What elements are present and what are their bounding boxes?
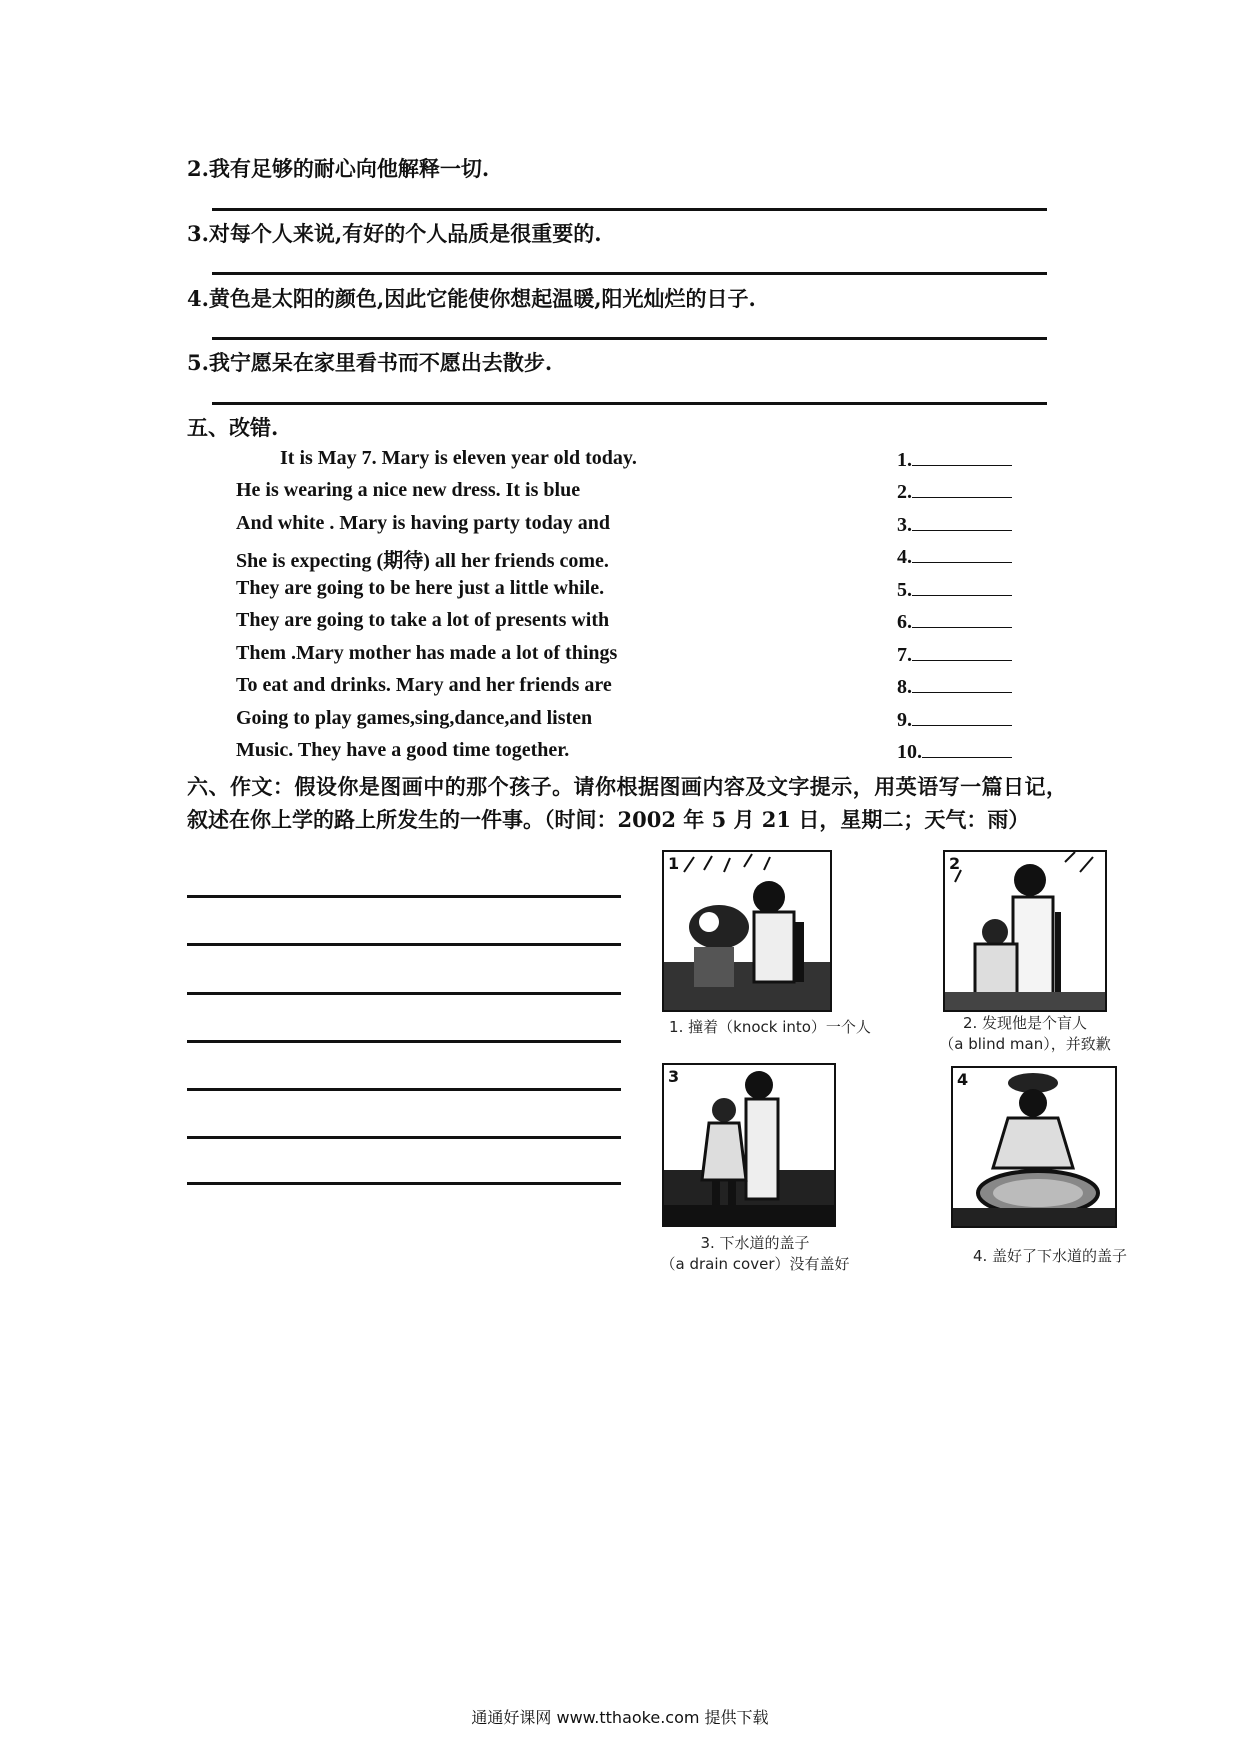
answer-blank[interactable] <box>897 642 1012 667</box>
picture-1-illustration <box>662 850 832 1012</box>
answer-blank[interactable] <box>897 707 1012 732</box>
passage-line: Going to play games,sing,dance,and listen <box>236 707 593 729</box>
blank-line[interactable] <box>912 479 1012 498</box>
picture-number: 3 <box>668 1067 680 1086</box>
picture-2-drawing <box>945 852 1105 1010</box>
caption-line: （a drain cover）没有盖好 <box>660 1255 850 1273</box>
passage-line: Music. They have a good time together. <box>236 739 570 761</box>
writing-line[interactable] <box>187 895 621 898</box>
answer-blank[interactable] <box>897 739 1012 764</box>
translation-item-5: 5.我宁愿呆在家里看书而不愿出去散步. <box>187 350 553 375</box>
answer-number: 7. <box>897 644 912 666</box>
picture-3-drawing <box>664 1065 834 1225</box>
blank-line[interactable] <box>912 642 1012 661</box>
writing-line[interactable] <box>187 1182 621 1185</box>
answer-blank[interactable] <box>897 577 1012 602</box>
writing-line[interactable] <box>187 1136 621 1139</box>
caption-line: 1. 撞着（knock into）一个人 <box>669 1018 871 1036</box>
blank-line[interactable] <box>912 577 1012 596</box>
passage-line: He is wearing a nice new dress. It is blue <box>236 479 581 501</box>
writing-line[interactable] <box>187 1088 621 1091</box>
blank-line[interactable] <box>912 609 1012 628</box>
caption-line: 3. 下水道的盖子 <box>700 1234 810 1252</box>
answer-blank[interactable] <box>897 544 1012 569</box>
passage-line: They are going to be here just a little while. <box>236 577 605 599</box>
answer-line-2 <box>212 208 1047 211</box>
passage-line: Them .Mary mother has made a lot of things <box>236 642 618 664</box>
picture-4-drawing <box>953 1068 1115 1226</box>
passage-line: To eat and drinks. Mary and her friends are <box>236 674 612 696</box>
answer-number: 5. <box>897 579 912 601</box>
picture-3-caption <box>645 1232 865 1274</box>
essay-prompt: 六、作文：假设你是图画中的那个孩子。请你根据图画内容及文字提示，用英语写一篇日记，叙述在你上学的路上所发生的一件事。（时间：2002 年 5 月 21 日，星期二；天气：雨） <box>187 774 1067 832</box>
answer-number: 10. <box>897 741 922 763</box>
answer-blank[interactable] <box>897 447 1012 472</box>
translation-item-3: 3.对每个人来说,有好的个人品质是很重要的. <box>187 221 602 246</box>
picture-4-illustration <box>951 1066 1117 1228</box>
answer-line-3 <box>212 272 1047 275</box>
caption-line: 4. 盖好了下水道的盖子 <box>972 1247 1128 1265</box>
picture-number: 4 <box>957 1070 969 1089</box>
blank-line[interactable] <box>912 707 1012 726</box>
passage-line: It is May 7. Mary is eleven year old today. <box>280 447 637 469</box>
answer-line-4 <box>212 337 1047 340</box>
answer-blank[interactable] <box>897 609 1012 634</box>
picture-4-caption <box>935 1245 1165 1266</box>
caption-line: 2. 发现他是个盲人 <box>962 1014 1088 1032</box>
caption-line: （a blind man），并致歉 <box>939 1035 1111 1053</box>
blank-line[interactable] <box>912 512 1012 531</box>
writing-line[interactable] <box>187 1040 621 1043</box>
picture-2-illustration <box>943 850 1107 1012</box>
blank-line[interactable] <box>912 674 1012 693</box>
answer-blank[interactable] <box>897 512 1012 537</box>
answer-blank[interactable] <box>897 674 1012 699</box>
answer-blank[interactable] <box>897 479 1012 504</box>
blank-line[interactable] <box>912 447 1012 466</box>
picture-number: 2 <box>949 854 961 873</box>
blank-line[interactable] <box>912 544 1012 563</box>
answer-number: 8. <box>897 676 912 698</box>
page-footer: 通通好课网 www.tthaoke.com 提供下载 <box>471 1708 769 1727</box>
writing-line[interactable] <box>187 943 621 946</box>
blank-line[interactable] <box>922 739 1012 758</box>
picture-1-drawing <box>664 852 830 1010</box>
section-title-correction: 五、改错. <box>187 415 279 440</box>
answer-number: 2. <box>897 481 912 503</box>
answer-number: 1. <box>897 449 912 471</box>
picture-3-illustration <box>662 1063 836 1227</box>
passage-line: And white . Mary is having party today and <box>236 512 610 534</box>
translation-item-4: 4.黄色是太阳的颜色,因此它能使你想起温暖,阳光灿烂的日子. <box>187 286 756 311</box>
passage-line: They are going to take a lot of presents with <box>236 609 610 631</box>
picture-number: 1 <box>668 854 680 873</box>
picture-2-caption <box>905 1012 1145 1054</box>
answer-number: 9. <box>897 709 912 731</box>
answer-number: 6. <box>897 611 912 633</box>
answer-line-5 <box>212 402 1047 405</box>
answer-number: 3. <box>897 514 912 536</box>
picture-1-caption <box>640 1016 900 1037</box>
translation-item-2: 2.我有足够的耐心向他解释一切. <box>187 156 490 181</box>
writing-line[interactable] <box>187 992 621 995</box>
answer-number: 4. <box>897 546 912 568</box>
passage-line: She is expecting (期待) all her friends come. <box>236 550 609 572</box>
